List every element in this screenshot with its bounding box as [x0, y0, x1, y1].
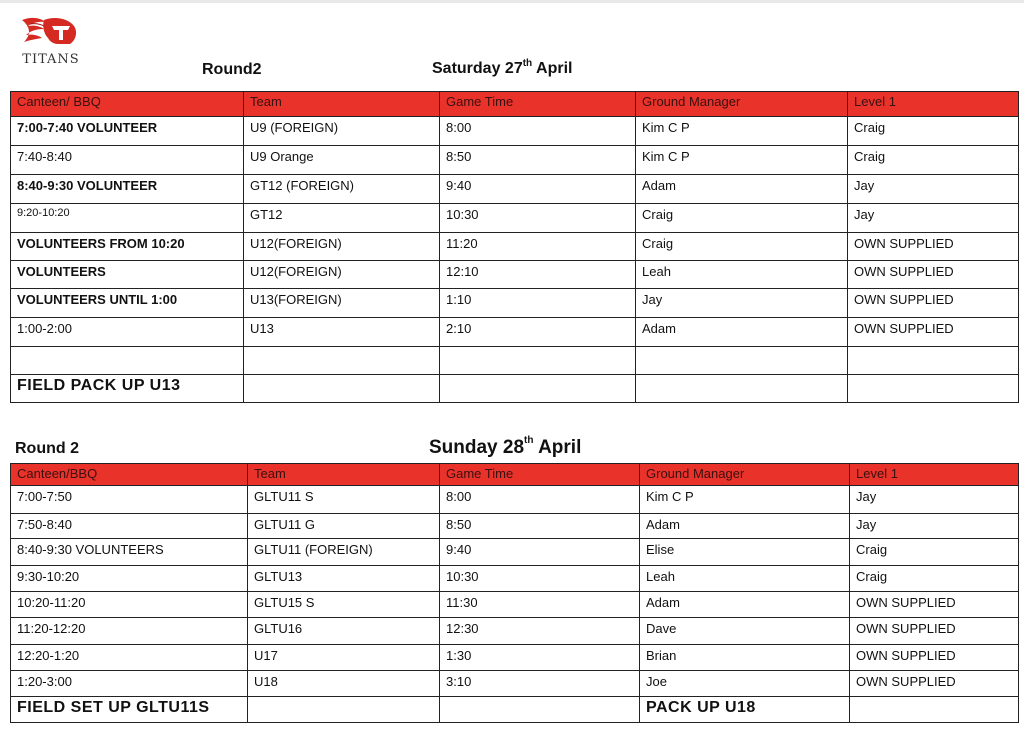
- cell-canteen: 12:20-1:20: [11, 645, 248, 671]
- cell-team: U9 Orange: [244, 146, 440, 175]
- table-row: [11, 671, 1019, 697]
- cell-team: U13: [244, 318, 440, 347]
- cell-ground-manager: Dave: [640, 618, 850, 645]
- cell-level: [848, 375, 1019, 403]
- cell-canteen: 7:40-8:40: [11, 146, 244, 175]
- cell-game-time: [440, 375, 636, 403]
- table-row: [11, 318, 1019, 347]
- cell-level: Jay: [850, 486, 1019, 514]
- cell-ground-manager: Jay: [636, 289, 848, 318]
- cell-level: Craig: [850, 566, 1019, 592]
- header-level: Level 1: [848, 92, 1019, 117]
- table-header-row: [11, 464, 1019, 486]
- saturday-date-title: Saturday 27th April: [432, 58, 573, 77]
- cell-game-time: 12:10: [440, 261, 636, 289]
- cell-ground-manager: Kim C P: [636, 117, 848, 146]
- cell-game-time: 8:00: [440, 117, 636, 146]
- cell-game-time: 8:00: [440, 486, 640, 514]
- cell-level: OWN SUPPLIED: [848, 233, 1019, 261]
- cell-team: GT12 (FOREIGN): [244, 175, 440, 204]
- cell-level: Craig: [848, 117, 1019, 146]
- cell-game-time: 11:20: [440, 233, 636, 261]
- cell-canteen: 7:00-7:40 VOLUNTEER: [11, 117, 244, 146]
- cell-game-time: [440, 697, 640, 723]
- cell-ground-manager: [636, 347, 848, 375]
- cell-ground-manager: Adam: [636, 175, 848, 204]
- cell-ground-manager: Kim C P: [640, 486, 850, 514]
- cell-team: [244, 375, 440, 403]
- cell-team: GLTU15 S: [248, 592, 440, 618]
- cell-level: Craig: [850, 539, 1019, 566]
- cell-ground-manager: [636, 375, 848, 403]
- table-row: [11, 289, 1019, 318]
- cell-level: OWN SUPPLIED: [848, 318, 1019, 347]
- titans-logo: [18, 14, 84, 68]
- cell-canteen: 9:20-10:20: [11, 204, 244, 233]
- cell-game-time: 9:40: [440, 175, 636, 204]
- sunday-roster-table: [10, 463, 1019, 723]
- cell-level: OWN SUPPLIED: [850, 618, 1019, 645]
- cell-ground-manager: Joe: [640, 671, 850, 697]
- table-row: [11, 117, 1019, 146]
- cell-canteen: VOLUNTEERS: [11, 261, 244, 289]
- cell-game-time: 8:50: [440, 514, 640, 539]
- cell-game-time: 9:40: [440, 539, 640, 566]
- cell-team: U17: [248, 645, 440, 671]
- cell-level: [850, 697, 1019, 723]
- table-footer-row: [11, 697, 1019, 723]
- cell-level: OWN SUPPLIED: [850, 645, 1019, 671]
- cell-game-time: 1:30: [440, 645, 640, 671]
- cell-game-time: [440, 347, 636, 375]
- cell-game-time: 8:50: [440, 146, 636, 175]
- cell-level: Jay: [850, 514, 1019, 539]
- cell-level: [848, 347, 1019, 375]
- cell-game-time: 10:30: [440, 204, 636, 233]
- cell-canteen: 7:00-7:50: [11, 486, 248, 514]
- cell-canteen: VOLUNTEERS UNTIL 1:00: [11, 289, 244, 318]
- pack-up-cell: PACK UP U18: [640, 697, 850, 723]
- top-border: [0, 0, 1024, 3]
- cell-canteen: 1:20-3:00: [11, 671, 248, 697]
- cell-level: OWN SUPPLIED: [850, 592, 1019, 618]
- table-row: [11, 618, 1019, 645]
- cell-team: GLTU11 S: [248, 486, 440, 514]
- header-game-time: Game Time: [440, 464, 640, 486]
- cell-team: GLTU11 (FOREIGN): [248, 539, 440, 566]
- cell-level: OWN SUPPLIED: [850, 671, 1019, 697]
- table-row: [11, 146, 1019, 175]
- cell-game-time: 11:30: [440, 592, 640, 618]
- cell-ground-manager: Leah: [640, 566, 850, 592]
- header-canteen: Canteen/BBQ: [11, 464, 248, 486]
- header-ground-manager: Ground Manager: [640, 464, 850, 486]
- saturday-round-title: Round2: [202, 61, 262, 78]
- header-game-time: Game Time: [440, 92, 636, 117]
- sunday-date-title: Sunday 28th April: [429, 435, 582, 458]
- sunday-round-title: Round 2: [15, 440, 79, 457]
- table-footer-row: [11, 375, 1019, 403]
- cell-canteen: 7:50-8:40: [11, 514, 248, 539]
- cell-team: [244, 347, 440, 375]
- field-pack-up-cell: FIELD PACK UP U13: [11, 375, 244, 403]
- logo-text: TITANS: [22, 52, 80, 67]
- cell-game-time: 2:10: [440, 318, 636, 347]
- cell-canteen: 11:20-12:20: [11, 618, 248, 645]
- cell-ground-manager: Adam: [636, 318, 848, 347]
- cell-canteen: VOLUNTEERS FROM 10:20: [11, 233, 244, 261]
- header-team: Team: [248, 464, 440, 486]
- cell-team: [248, 697, 440, 723]
- cell-team: U12(FOREIGN): [244, 261, 440, 289]
- cell-team: U18: [248, 671, 440, 697]
- cell-canteen: 1:00-2:00: [11, 318, 244, 347]
- cell-ground-manager: Kim C P: [636, 146, 848, 175]
- table-row: [11, 175, 1019, 204]
- cell-canteen: 9:30-10:20: [11, 566, 248, 592]
- titans-flame-helmet-icon: [18, 14, 84, 54]
- header-ground-manager: Ground Manager: [636, 92, 848, 117]
- field-set-up-cell: FIELD SET UP GLTU11S: [11, 697, 248, 723]
- header-team: Team: [244, 92, 440, 117]
- cell-level: Craig: [848, 146, 1019, 175]
- cell-ground-manager: Adam: [640, 592, 850, 618]
- cell-canteen: 10:20-11:20: [11, 592, 248, 618]
- saturday-roster-table: [10, 91, 1019, 403]
- header-canteen: Canteen/ BBQ: [11, 92, 244, 117]
- cell-team: U12(FOREIGN): [244, 233, 440, 261]
- cell-team: GT12: [244, 204, 440, 233]
- table-row: [11, 486, 1019, 514]
- cell-level: OWN SUPPLIED: [848, 289, 1019, 318]
- cell-ground-manager: Elise: [640, 539, 850, 566]
- table-row: [11, 261, 1019, 289]
- cell-canteen: 8:40-9:30 VOLUNTEER: [11, 175, 244, 204]
- cell-level: Jay: [848, 204, 1019, 233]
- table-row: [11, 514, 1019, 539]
- cell-game-time: 10:30: [440, 566, 640, 592]
- cell-team: GLTU11 G: [248, 514, 440, 539]
- table-row: [11, 645, 1019, 671]
- cell-canteen: [11, 347, 244, 375]
- cell-ground-manager: Craig: [636, 233, 848, 261]
- cell-team: U9 (FOREIGN): [244, 117, 440, 146]
- cell-ground-manager: Leah: [636, 261, 848, 289]
- cell-team: GLTU13: [248, 566, 440, 592]
- cell-game-time: 1:10: [440, 289, 636, 318]
- table-row: [11, 233, 1019, 261]
- table-row: [11, 592, 1019, 618]
- cell-game-time: 3:10: [440, 671, 640, 697]
- cell-team: U13(FOREIGN): [244, 289, 440, 318]
- table-row-empty: [11, 347, 1019, 375]
- cell-ground-manager: Craig: [636, 204, 848, 233]
- table-row: [11, 204, 1019, 233]
- cell-level: Jay: [848, 175, 1019, 204]
- cell-team: GLTU16: [248, 618, 440, 645]
- table-row: [11, 539, 1019, 566]
- cell-level: OWN SUPPLIED: [848, 261, 1019, 289]
- cell-canteen: 8:40-9:30 VOLUNTEERS: [11, 539, 248, 566]
- cell-game-time: 12:30: [440, 618, 640, 645]
- header-level: Level 1: [850, 464, 1019, 486]
- table-header-row: [11, 92, 1019, 117]
- cell-ground-manager: Adam: [640, 514, 850, 539]
- cell-ground-manager: Brian: [640, 645, 850, 671]
- table-row: [11, 566, 1019, 592]
